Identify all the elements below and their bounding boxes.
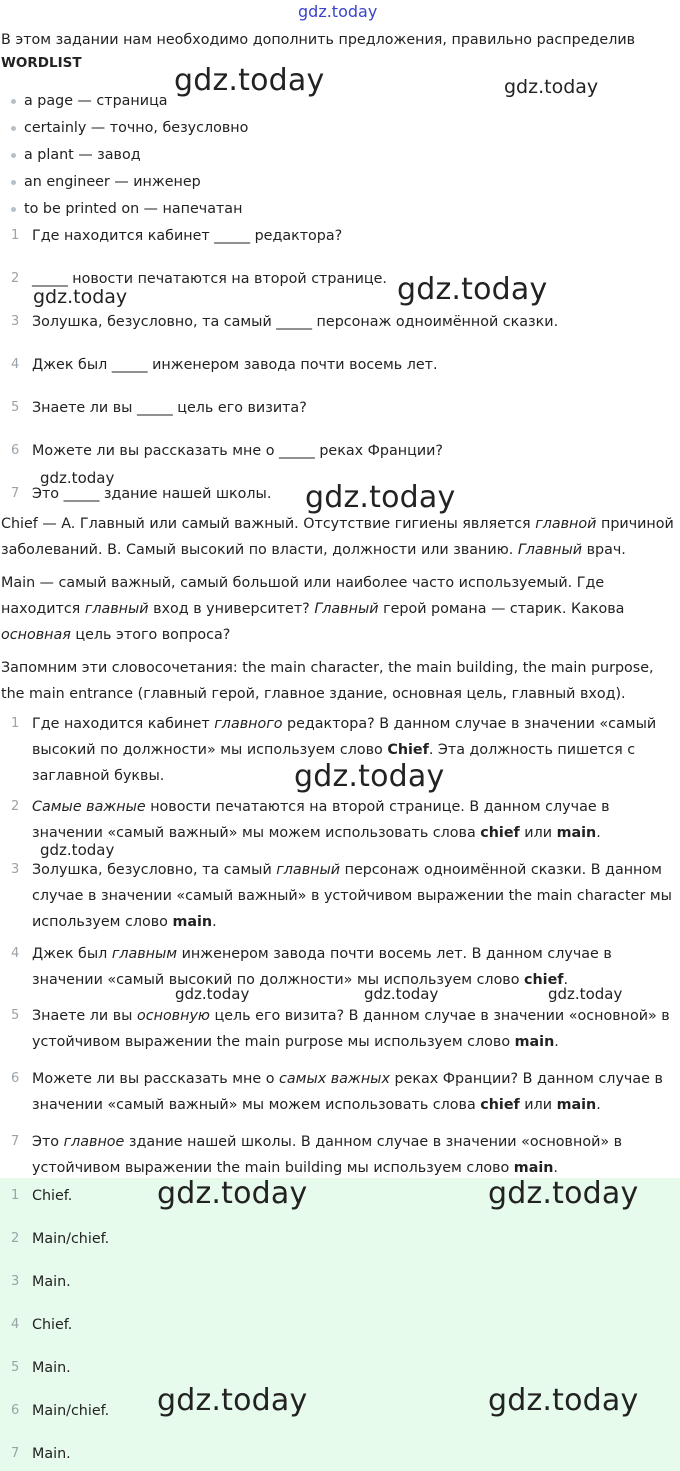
explanation-line — [32, 740, 635, 760]
watermark: gdz.today — [488, 1176, 639, 1211]
text-segment: значении «самый важный» мы можем использовать слова — [32, 1097, 481, 1113]
explanation-line — [32, 1158, 558, 1178]
wordlist-text: an engineer — инженер — [24, 174, 201, 190]
watermark: gdz.today — [175, 985, 250, 1003]
watermark: gdz.today — [40, 469, 115, 487]
item-number: 4 — [11, 1317, 20, 1332]
item-number: 7 — [11, 486, 20, 501]
text-segment: Где находится кабинет — [32, 716, 215, 732]
emphasis-text: основную — [136, 1008, 210, 1024]
bold-text: main — [172, 914, 213, 930]
explanation-line — [32, 714, 656, 734]
text-segment: . — [553, 1160, 558, 1176]
explanation-line — [32, 766, 164, 786]
exercise-text: Джек был _____ инженером завода почти восемь лет. — [32, 357, 438, 373]
item-number: 1 — [11, 1188, 20, 1203]
text-segment: используем слово — [32, 914, 173, 930]
emphasis-text: главное — [63, 1134, 125, 1150]
watermark: gdz.today — [548, 985, 623, 1003]
exercise-text: Знаете ли вы _____ цель его визита? — [32, 400, 307, 416]
bold-text: chief — [480, 1097, 520, 1113]
answer-text: Main. — [32, 1446, 71, 1462]
bold-text: main — [556, 1097, 597, 1113]
bullet-icon — [11, 126, 16, 131]
item-number: 3 — [11, 314, 20, 329]
bold-text: main — [556, 825, 597, 841]
text-segment: высокий по должности» мы используем слово — [32, 742, 388, 758]
watermark: gdz.today — [364, 985, 439, 1003]
wordlist-text: a page — страница — [24, 93, 168, 109]
remember-line-1: Запомним эти словосочетания: the main character, the main building, the main purpose, — [1, 660, 654, 676]
remember-line-2: the main entrance (главный герой, главное здание, основная цель, главный вход). — [1, 686, 626, 702]
answers-panel — [0, 1178, 680, 1471]
item-number: 4 — [11, 357, 20, 372]
text-segment: Это — [32, 1134, 64, 1150]
item-number: 7 — [11, 1446, 20, 1461]
answer-text: Main/chief. — [32, 1403, 110, 1419]
text-segment: новости печатаются на второй странице. В данном случае в — [145, 799, 610, 815]
explanation-line — [32, 970, 568, 990]
item-number: 7 — [11, 1134, 20, 1149]
item-number: 5 — [11, 400, 20, 415]
explanation-line — [32, 1069, 663, 1089]
chief-definition-line-2: заболеваний. B. Самый высокий по власти, должности или званию. Главный врач. — [1, 542, 626, 558]
item-number: 1 — [11, 228, 20, 243]
answer-text: Main. — [32, 1274, 71, 1290]
explanation-line — [32, 944, 612, 964]
main-definition-line-3: основная цель этого вопроса? — [1, 627, 231, 643]
item-number: 3 — [11, 1274, 20, 1289]
text-segment: редактора? В данном случае в значении «самый — [282, 716, 657, 732]
wordlist-title: WORDLIST — [1, 55, 82, 71]
item-number: 3 — [11, 862, 20, 877]
exercise-text: Это _____ здание нашей школы. — [32, 486, 272, 502]
item-number: 1 — [11, 716, 20, 731]
text-segment: устойчивом выражении the main purpose мы используем слово — [32, 1034, 515, 1050]
bold-text: chief — [480, 825, 520, 841]
answer-text: Chief. — [32, 1188, 73, 1204]
text-segment: . Эта должность пишется с — [428, 742, 636, 758]
explanation-line — [32, 1132, 622, 1152]
bold-text: chief — [524, 972, 564, 988]
wordlist-text: a plant — завод — [24, 147, 141, 163]
text-segment: реках Франции? В данном случае в — [389, 1071, 663, 1087]
wordlist-text: to be printed on — напечатан — [24, 201, 243, 217]
bullet-icon — [11, 99, 16, 104]
watermark: gdz.today — [305, 480, 456, 515]
emphasis-text: главного — [214, 716, 283, 732]
text-segment: цель его визита? В данном случае в значении «основной» в — [209, 1008, 670, 1024]
explanation-line — [32, 886, 672, 906]
text-segment: случае в значении «самый важный» в устойчивом выражении the main character мы — [32, 888, 672, 904]
item-number: 6 — [11, 1071, 20, 1086]
explanation-line — [32, 1095, 601, 1115]
item-number: 5 — [11, 1008, 20, 1023]
text-segment: . — [212, 914, 217, 930]
answer-text: Main. — [32, 1360, 71, 1376]
answer-text: Main/chief. — [32, 1231, 110, 1247]
watermark: gdz.today — [488, 1383, 639, 1418]
emphasis-text: Самые важные — [32, 799, 146, 815]
emphasis-text: главный — [276, 862, 341, 878]
intro-text: В этом задании нам необходимо дополнить предложения, правильно распределив — [1, 32, 636, 48]
text-segment: . — [596, 1097, 601, 1113]
watermark: gdz.today — [294, 759, 445, 794]
explanation-line — [32, 1006, 670, 1026]
watermark: gdz.today — [40, 841, 115, 859]
watermark: gdz.today — [157, 1383, 308, 1418]
emphasis-text: самых важных — [279, 1071, 390, 1087]
text-segment: или — [519, 825, 557, 841]
watermark: gdz.today — [174, 63, 325, 98]
explanation-line — [32, 1032, 559, 1052]
text-segment: персонаж одноимённой сказки. В данном — [340, 862, 662, 878]
text-segment: значении «самый высокий по должности» мы используем слово — [32, 972, 525, 988]
exercise-text: Где находится кабинет _____ редактора? — [32, 228, 343, 244]
text-segment: заглавной буквы. — [32, 768, 165, 784]
text-segment: здание нашей школы. В данном случае в значении «основной» в — [124, 1134, 623, 1150]
watermark: gdz.today — [397, 272, 548, 307]
text-segment: . — [563, 972, 569, 988]
exercise-text: Можете ли вы рассказать мне о _____ реках Франции? — [32, 443, 443, 459]
item-number: 4 — [11, 946, 20, 961]
main-definition-line-1: Main — самый важный, самый большой или наиболее часто используемый. Где — [1, 575, 605, 591]
bullet-icon — [11, 180, 16, 185]
item-number: 6 — [11, 1403, 20, 1418]
exercise-text: _____ новости печатаются на второй странице. — [32, 271, 387, 287]
text-segment: Знаете ли вы — [32, 1008, 137, 1024]
text-segment: устойчивом выражении the main building мы используем слово — [32, 1160, 514, 1176]
explanation-line — [32, 912, 217, 932]
wordlist-text: certainly — точно, безусловно — [24, 120, 249, 136]
explanation-line — [32, 797, 610, 817]
text-segment: значении «самый важный» мы можем использовать слова — [32, 825, 481, 841]
text-segment: Джек был — [32, 946, 112, 962]
bold-text: main — [514, 1034, 555, 1050]
watermark: gdz.today — [33, 286, 128, 308]
bullet-icon — [11, 207, 16, 212]
text-segment: инженером завода почти восемь лет. В данном случае в — [177, 946, 612, 962]
bold-text: main — [513, 1160, 554, 1176]
item-number: 2 — [11, 271, 20, 286]
top-watermark: gdz.today — [298, 2, 378, 21]
item-number: 2 — [11, 1231, 20, 1246]
chief-definition-line-1: Chief — A. Главный или самый важный. Отсутствие гигиены является главной причиной — [1, 516, 674, 532]
bold-text: Chief — [387, 742, 429, 758]
explanation-line — [32, 860, 662, 880]
watermark: gdz.today — [157, 1176, 308, 1211]
item-number: 2 — [11, 799, 20, 814]
text-segment: или — [519, 1097, 557, 1113]
text-segment: . — [596, 825, 601, 841]
item-number: 5 — [11, 1360, 20, 1375]
text-segment: Можете ли вы рассказать мне о — [32, 1071, 280, 1087]
text-segment: Золушка, безусловно, та самый — [32, 862, 277, 878]
answer-text: Chief. — [32, 1317, 73, 1333]
emphasis-text: главным — [111, 946, 178, 962]
main-definition-line-2: находится главный вход в университет? Главный герой романа — старик. Какова — [1, 601, 625, 617]
item-number: 6 — [11, 443, 20, 458]
watermark: gdz.today — [504, 76, 599, 98]
explanation-line — [32, 823, 601, 843]
text-segment: . — [554, 1034, 559, 1050]
exercise-text: Золушка, безусловно, та самый _____ персонаж одноимённой сказки. — [32, 314, 559, 330]
bullet-icon — [11, 153, 16, 158]
